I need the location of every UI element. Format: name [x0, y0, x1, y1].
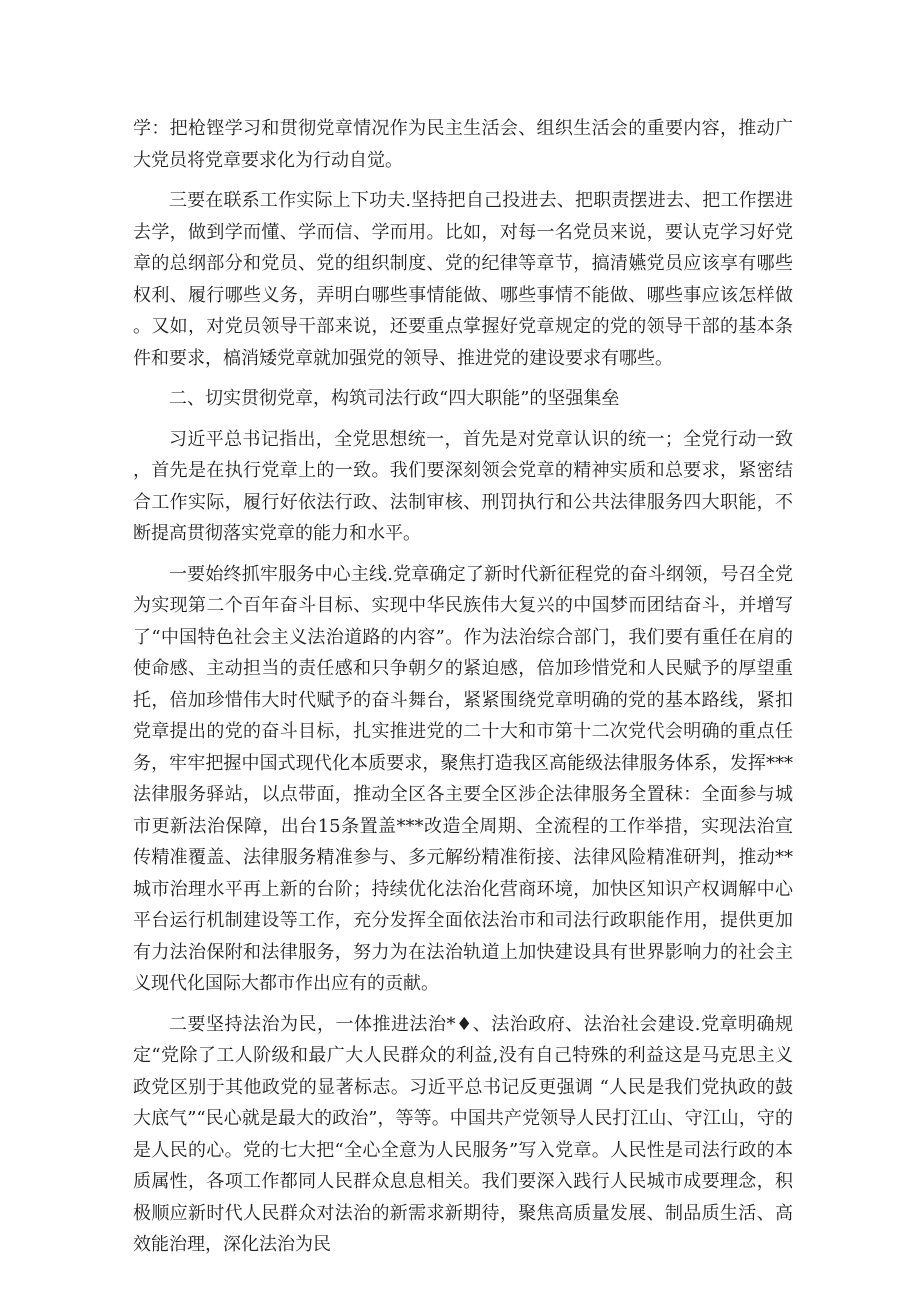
paragraph-service-center: 一要始终抓牢服务中心主线.党章确定了新时代新征程党的奋斗纲领，号召全党为实现第二个百年奋斗目标、实现中华民族伟大复兴的中国梦而团结奋斗，并增写了“中国特色社会主义法治道路的内容”。作为法治综合部门，我们要有重任在肩的使命感、主动担当的责任感和只争朝夕的紧迫感，倍加珍惜党和人民赋予的厚望重托，倍加珍惜伟大时代赋予的奋斗舞台，紧紧围绕党章明确的党的基本路线，紧扣党章提出的党的奋斗目标，扎实推进党的二十大和市第十二次党代会明确的重点任务，牢牢把握中国式现代化本质要求，聚焦打造我区高能级法律服务体系，发挥***法律服务驿站，以点带面，推动全区各主要全区涉企法律服务全置秣：全面参与城市更新法治保障，出台15条置盖***改造全周期、全流程的工作举措，实现法治宣传精准覆盖、法律服务精准参与、多元解纷精准衔接、法律风险精准研判，推动**城市治理水平再上新的台阶；持续优化法治化营商环境，加快区知识产权调解中心平台运行机制建设等工作，充分发挥全面依法治市和司法行政职能作用，提供更加有力法治保附和法律服务，努力为在法治轨道上加快建设具有世界影响力的社会主义现代化国际大都市作出应有的贡献。	[133, 563, 793, 994]
paragraph-rule-of-law-for-people: 二要坚持法治为民，一体推进法治*♦、法治政府、法治社会建设.党章明确规定“党除了工人阶级和最广大人民群众的利益,没有自己特殊的利益这是马克思主义政党区别于其他政党的显著标志。习近平总书记反更强调 “人民是我们党执政的鼓大底气”“民心就是最大的政治”，等等。中国共产党领导人民打江山、守江山，守的是人民的心。党的七大把“全心全意为人民服务”写入党章。人民性是司法行政的本质属性，各项工作都同人民群众息息相关。我们要深入践行人民城市成要理念，积极顺应新时代人民群众对法治的新需求新期待，聚焦高质量发展、制品质生活、高效能治理，深化法治为民	[133, 1013, 793, 1255]
paragraph-study-practice: 三要在联系工作实际上下功夫.坚持把自己投进去、把职责摆进去、把工作摆进去学，做到学而懂、学而信、学而用。比如，对每一名党员来说，要认克学习好党章的总纲部分和党员、党的组织制度、党的纪律等章节，搞清嬿党员应该享有哪些权利、履行哪些义务，弄明白哪些事情能做、哪些事情不能做、哪些事应该怎样做。又如，对党员领导干部来说，还要重点掌握好党章规定的党的领导干部的基本条件和要求，槁消矮党章就加强党的领导、推进党的建设要求有哪些。	[133, 190, 793, 369]
paragraph-party-unity: 习近平总书记指出，全党思想统一，首先是对党章认识的统一；全党行动一致，首先是在执行党章上的一致。我们要深刻领会党章的精神实质和总要求，紧密结合工作实际，履行好依法行政、法制审核、刑罚执行和公共法律服务四大职能，不断提高贯彻落实党章的能力和水平。	[133, 428, 793, 544]
paragraph-continuation: 学：把枪铿学习和贯彻党章情况作为民主生活会、组织生活会的重要内容，推动广大党员将党章要求化为行动自觉。	[133, 118, 793, 171]
section-heading: 二、切实贯彻党章，构筑司法行政“四大职能”的坚强集垒	[169, 388, 620, 409]
document-body	[133, 113, 793, 1270]
